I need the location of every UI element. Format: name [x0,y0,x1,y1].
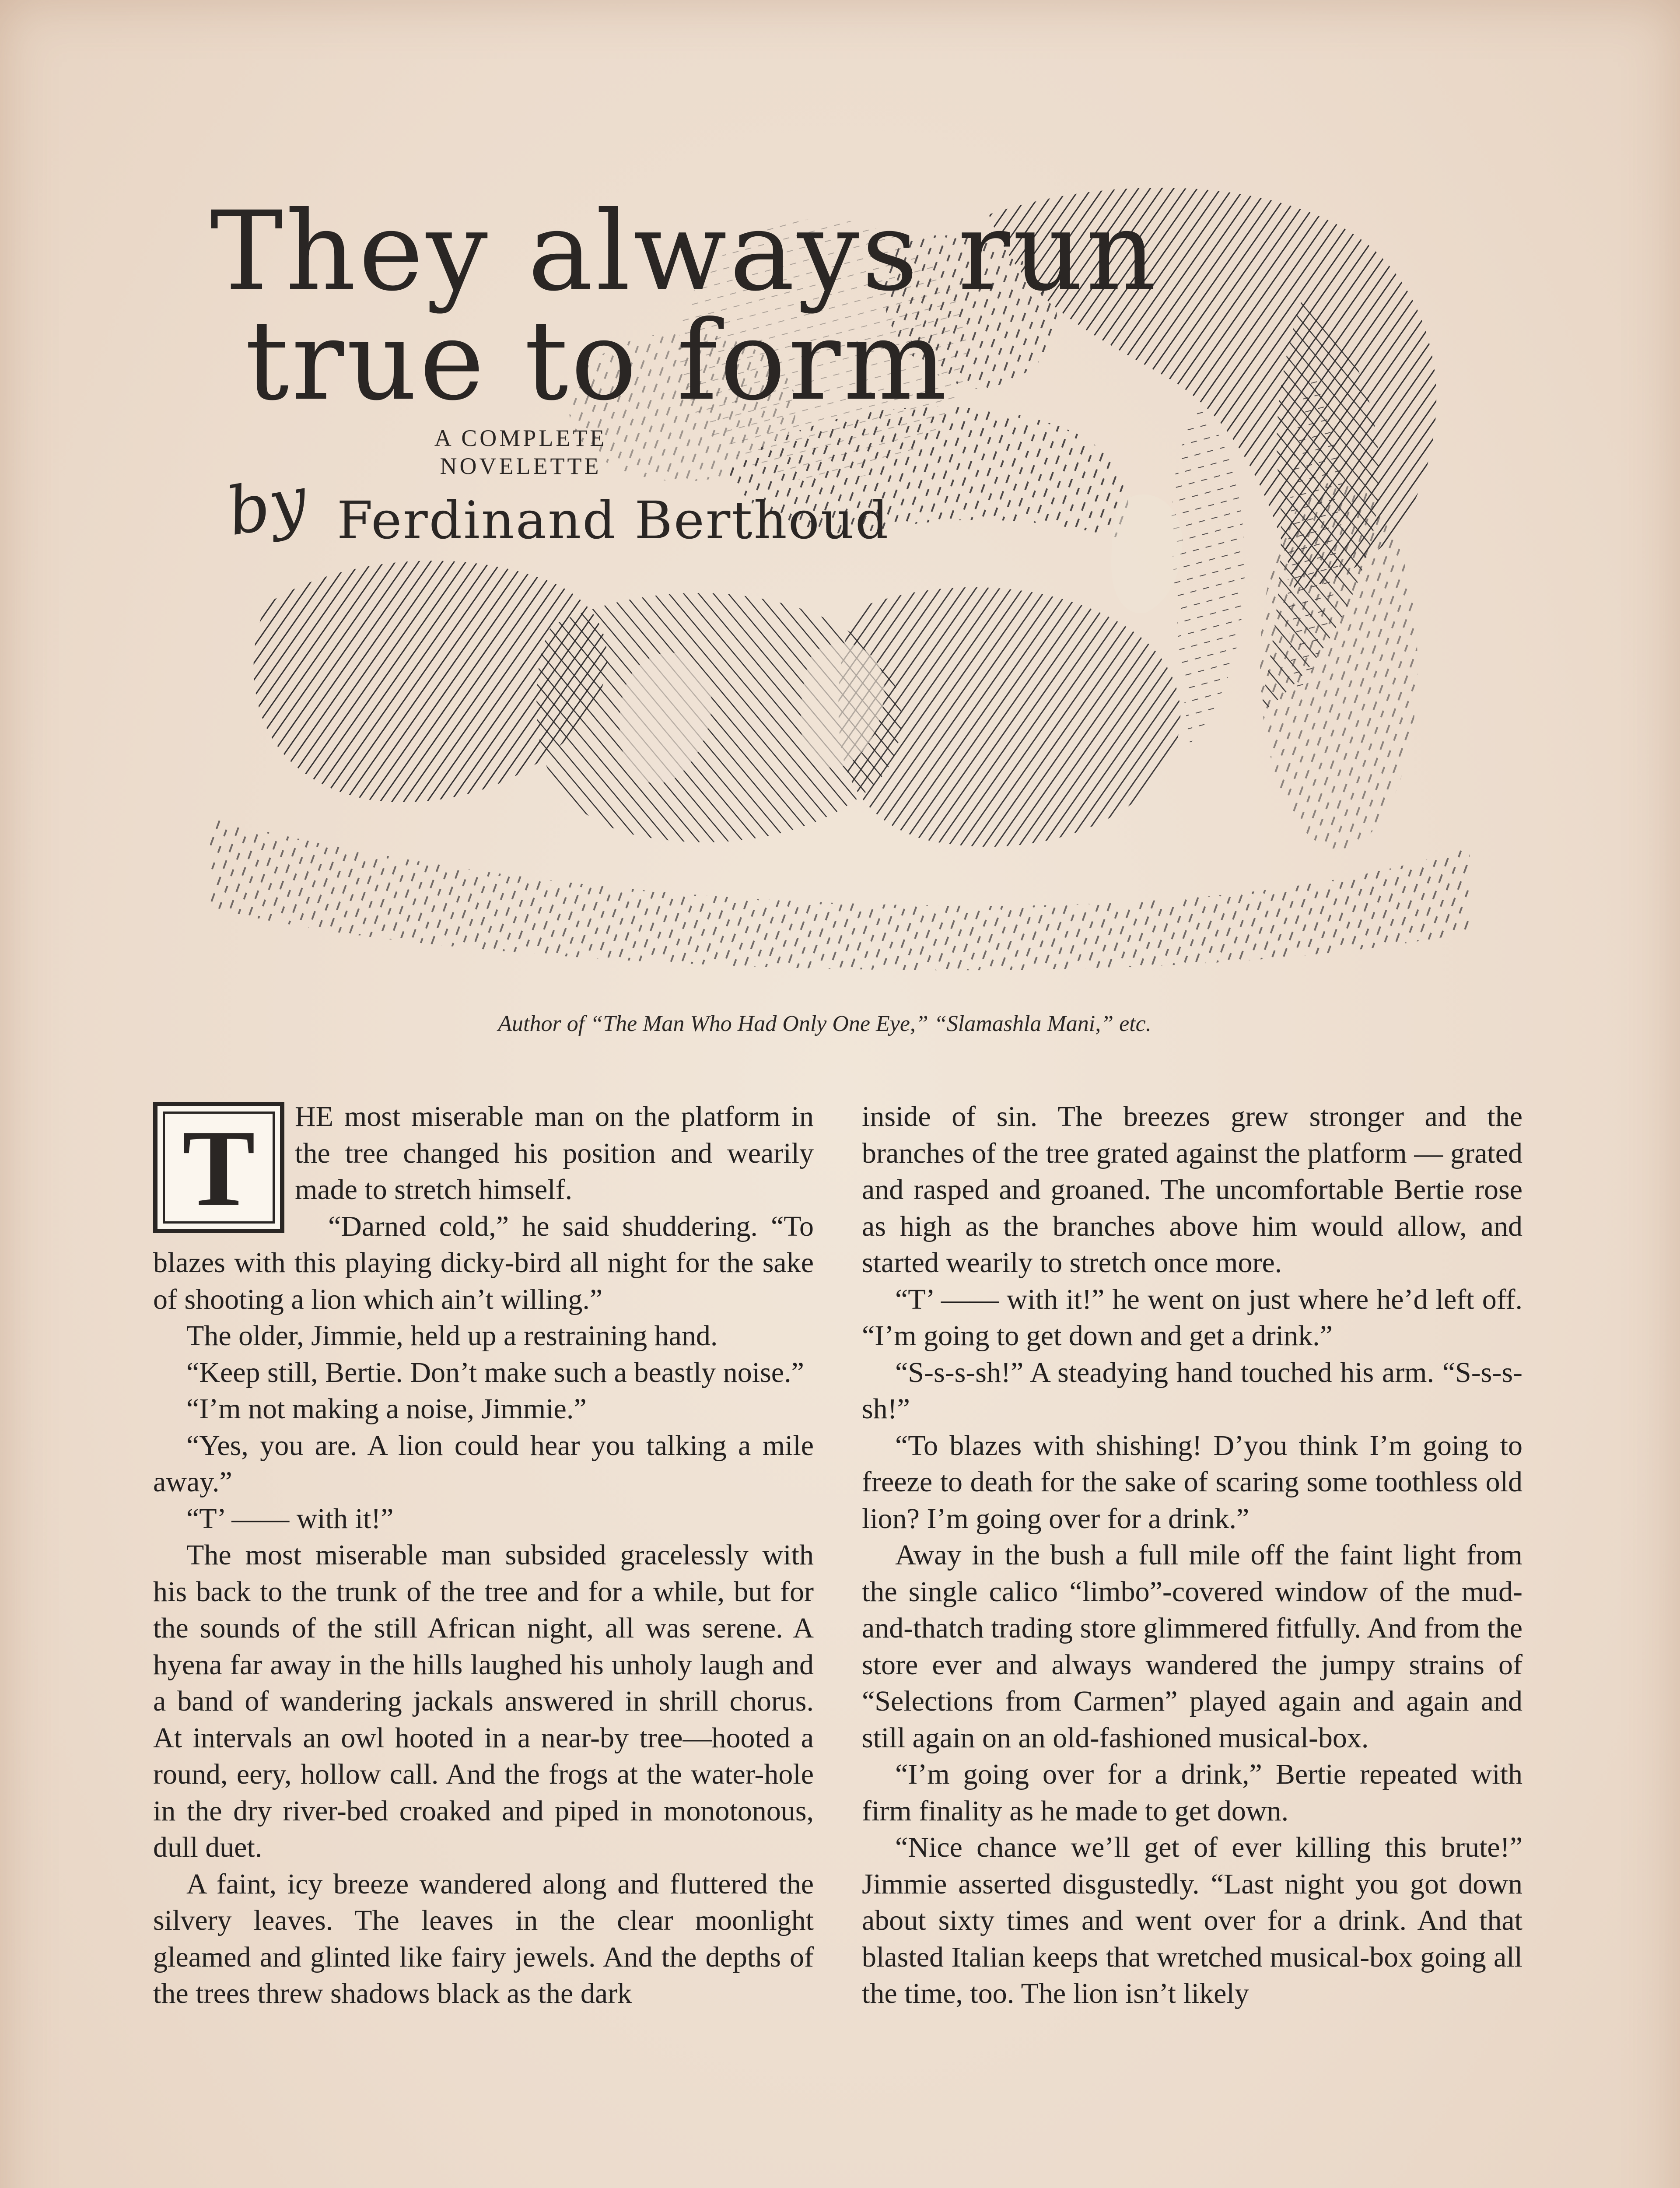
article-column-right [862,1098,1522,2012]
story-title-block [206,188,1159,582]
paragraph: “Keep still, Bertie. Don’t make such a beastly noise.” [186,1356,804,1389]
paragraph: The most miserable man subsided gracelessly with his back to the trunk of the tree and for a while, but for the sounds of the still African night, all was serene. A hyena far away in the hills laughed his unholy laugh and a band of wandering jackals answered in shrill chorus. At intervals an owl hooted in a near-by tree—hooted a round, eery, hollow call. And the frogs at the water-hole in the dry river-bed croaked and piped in monotonous, dull duet. [153,1539,814,1863]
story-title-line-1: They always run [210,188,1159,315]
paragraph: The older, Jimmie, held up a restraining hand. [186,1320,718,1352]
author-credit-caption: Author of “The Man Who Had Only One Eye,” “Slamashla Mani,” etc. [498,1011,1152,1036]
subtitle-line-2: NOVELETTE [440,452,602,479]
paragraph: inside of sin. The breezes grew stronger and the branches of the tree grated against the platform — grated and rasped and groaned. The uncomfortable Bertie rose as high as the branches above him would allow, and started wearily to stretch once more. [862,1101,1522,1279]
paragraph: “Yes, you are. A lion could hear you talking a mile away.” [153,1429,814,1498]
paragraph: Away in the bush a full mile off the faint light from the single calico “limbo”-covered window of the mud-and-thatch trading store glimmered fitfully. And from the store ever and always wandered the jumpy strains of “Selections from Carmen” played again and again and still again on an old-fashioned musical-box. [862,1539,1522,1754]
paragraph: “T’ —— with it!” he went on just where he’d left off. “I’m going to get down and get a drink.” [862,1283,1522,1352]
paragraph: “S-s-s-sh!” A steadying hand touched his arm. “S-s-s-sh!” [862,1356,1522,1425]
author-name: Ferdinand Berthoud [337,490,890,551]
paragraph: “Darned cold,” he said shuddering. “To blazes with this playing dicky-bird all night for the sake of shooting a lion which ain’t willing.” [153,1210,814,1315]
paragraph: “Nice chance we’ll get of ever killing this brute!” Jimmie asserted disgustedly. “Last night you got down about sixty times and went over for a drink. And that blasted Italian keeps that wretched musical-box going all the time, too. The lion isn’t likely [862,1831,1522,2009]
story-subtitle [350,424,691,480]
paragraph: “T’ —— with it!” [186,1502,394,1535]
paragraph: “I’m going over for a drink,” Bertie repeated with firm finality as he made to get down. [862,1758,1522,1827]
paragraph: T HE most miserable man on the platform in the tree changed his position and wearily made to stretch himself. [153,1098,814,1208]
article-column-left [153,1098,814,2012]
byline-by: by [221,462,313,551]
subtitle-line-1: A COMPLETE [434,425,607,451]
story-title-line-2: true to form [245,297,950,424]
paragraph: “To blazes with shishing! D’you think I’m going to freeze to death for the sake of scaring some toothless old lion? I’m going over for a drink.” [862,1429,1522,1535]
paragraph: A faint, icy breeze wandered along and fluttered the silvery leaves. The leaves in the clear moonlight gleamed and glinted like fairy jewels. And the depths of the trees threw shadows black as the dark [153,1868,814,2009]
drop-cap: T [153,1102,284,1233]
paragraph: “I’m not making a noise, Jimmie.” [186,1393,587,1425]
